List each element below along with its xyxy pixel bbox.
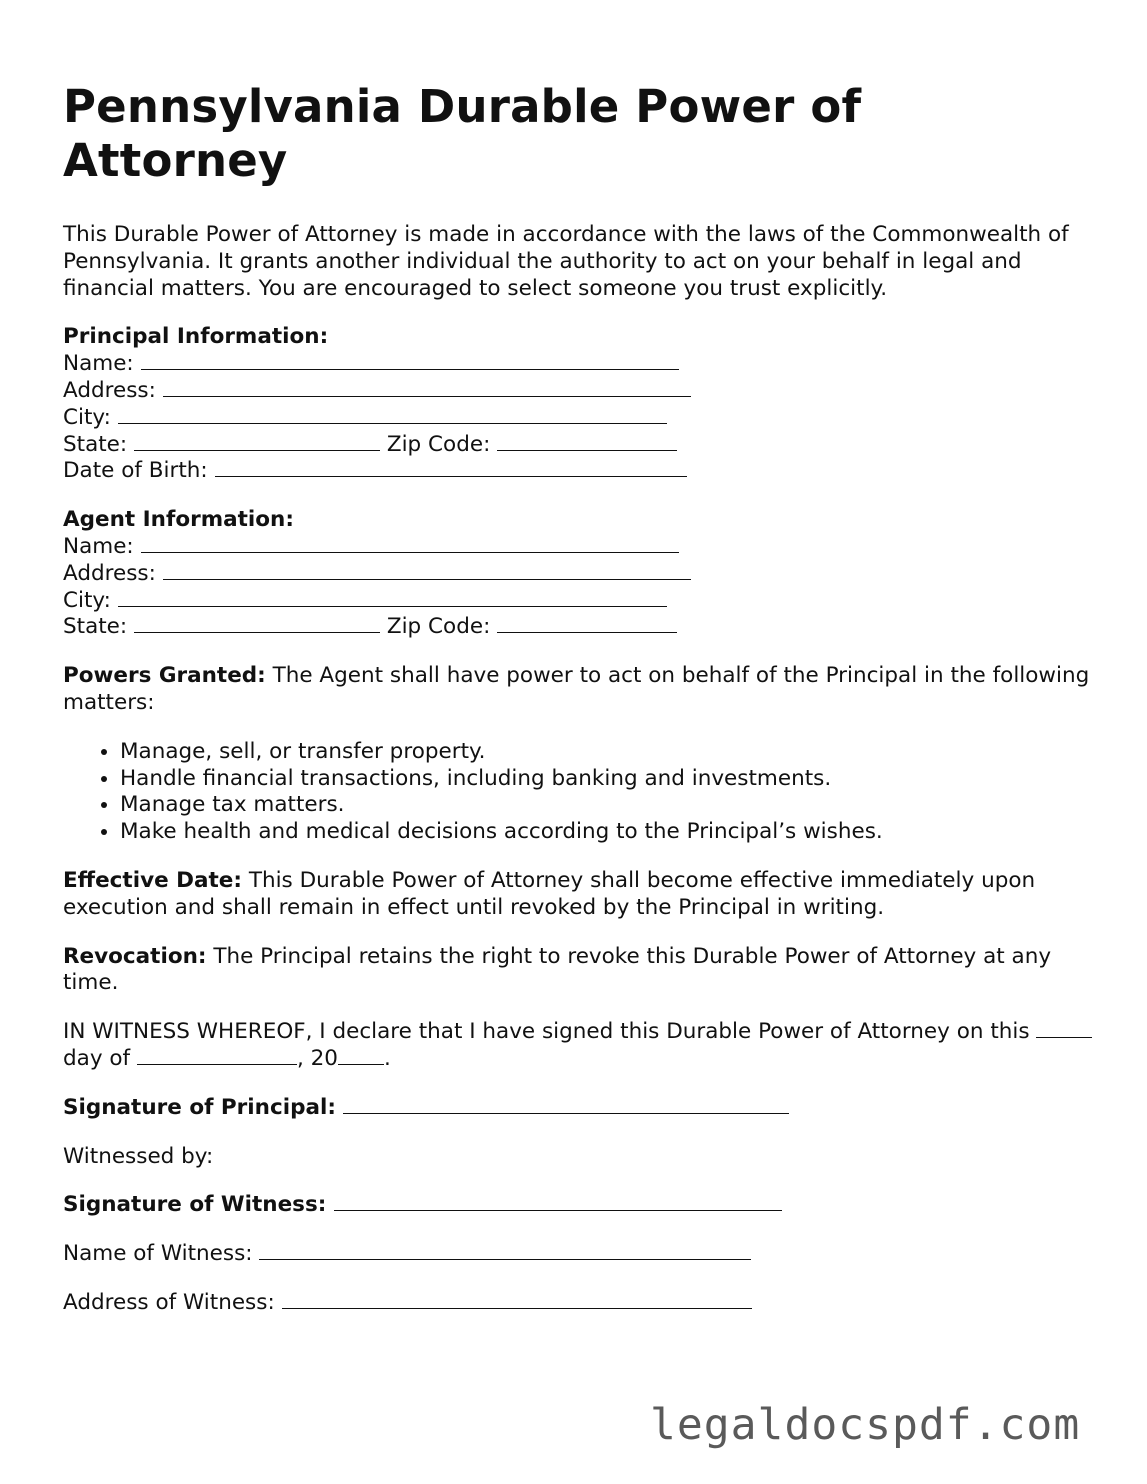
principal-name-field[interactable] [141, 351, 679, 370]
witness-name-field[interactable] [259, 1241, 751, 1260]
document-page [63, 80, 1093, 1339]
agent-address-row [63, 561, 1093, 588]
agent-name-label: Name: [63, 533, 134, 559]
agent-city-row [63, 588, 1093, 615]
revocation-heading: Revocation: [63, 943, 207, 969]
witness-signature-label: Signature of Witness: [63, 1192, 327, 1218]
principal-zip-field[interactable] [497, 432, 677, 451]
year-prefix: , 20 [296, 1045, 338, 1071]
powers-text: The Agent shall have power to act on behalf of the Principal in the following matters: [63, 663, 1090, 715]
principal-name-label: Name: [63, 351, 134, 377]
witness-name-label: Name of Witness: [63, 1241, 253, 1267]
effective-date-heading: Effective Date: [63, 867, 242, 893]
agent-address-field[interactable] [163, 561, 691, 580]
witness-address-label: Address of Witness: [63, 1289, 275, 1315]
principal-address-label: Address: [63, 377, 156, 403]
agent-zip-label: Zip Code: [386, 614, 491, 640]
powers-paragraph [63, 663, 1093, 717]
document-title: Pennsylvania Durable Power of Attorney [63, 80, 862, 187]
witness-clause-lead: IN WITNESS WHEREOF, I declare that I have signed this Durable Power of Attorney on this [63, 1019, 1030, 1045]
witness-address-field[interactable] [282, 1290, 752, 1309]
intro-paragraph: This Durable Power of Attorney is made in accordance with the laws of the Commonwealth of Pennsylvania. It grants another individual the authority to act on your behalf in legal and financial matters. You are encouraged to select someone you trust explicitly. [63, 222, 1069, 301]
agent-city-field[interactable] [118, 588, 667, 607]
agent-state-row [63, 614, 1093, 641]
revocation-text: The Principal retains the right to revoke this Durable Power of Attorney at any time. [63, 943, 1052, 996]
powers-list [63, 739, 1093, 846]
footer-watermark: legaldocspdf.com [650, 1400, 1081, 1450]
powers-list-item: • Make health and medical decisions according to the Principal’s wishes. [120, 819, 1093, 846]
principal-signature-label: Signature of Principal: [63, 1094, 336, 1120]
effective-date-paragraph [63, 868, 1093, 922]
principal-state-row [63, 432, 1093, 459]
effective-date-text: This Durable Power of Attorney shall become effective immediately upon execution and shall remain in effect until revoked by the Principal in writing. [63, 867, 1036, 920]
month-field[interactable] [137, 1046, 297, 1065]
agent-zip-field[interactable] [497, 614, 677, 633]
agent-state-label: State: [63, 614, 128, 640]
agent-state-field[interactable] [134, 614, 380, 633]
principal-name-row [63, 351, 1093, 378]
witness-signature-field[interactable] [334, 1192, 782, 1211]
clause-period: . [383, 1045, 391, 1071]
agent-section [63, 507, 1093, 641]
principal-signature-field[interactable] [343, 1095, 789, 1114]
witness-address-row [63, 1290, 1093, 1317]
principal-city-field[interactable] [118, 405, 667, 424]
witness-name-row [63, 1241, 1093, 1268]
agent-name-field[interactable] [141, 534, 679, 553]
agent-city-label: City: [63, 587, 111, 613]
principal-signature-row [63, 1095, 1093, 1122]
day-field[interactable] [1036, 1019, 1092, 1038]
powers-list-item: • Manage, sell, or transfer property. [120, 739, 1093, 766]
principal-address-field[interactable] [163, 378, 691, 397]
principal-dob-row [63, 458, 1093, 485]
powers-list-item: • Handle financial transactions, including banking and investments. [120, 766, 1093, 793]
principal-zip-label: Zip Code: [386, 431, 491, 457]
revocation-paragraph [63, 944, 1093, 998]
agent-address-label: Address: [63, 560, 156, 586]
powers-heading: Powers Granted: [63, 663, 266, 689]
principal-city-row [63, 405, 1093, 432]
year-field[interactable] [338, 1046, 384, 1065]
witness-signature-row [63, 1192, 1093, 1219]
principal-section [63, 324, 1093, 485]
principal-dob-label: Date of Birth: [63, 458, 208, 484]
day-of-label: day of [63, 1045, 131, 1071]
witness-clause [63, 1019, 1093, 1073]
principal-address-row [63, 378, 1093, 405]
principal-state-label: State: [63, 431, 128, 457]
principal-state-field[interactable] [134, 432, 380, 451]
witnessed-by-label: Witnessed by: [63, 1143, 214, 1169]
powers-list-item: • Manage tax matters. [120, 792, 1093, 819]
principal-dob-field[interactable] [215, 458, 687, 477]
principal-city-label: City: [63, 404, 111, 430]
agent-heading: Agent Information: [63, 507, 294, 533]
principal-heading: Principal Information: [63, 324, 329, 350]
agent-name-row [63, 534, 1093, 561]
